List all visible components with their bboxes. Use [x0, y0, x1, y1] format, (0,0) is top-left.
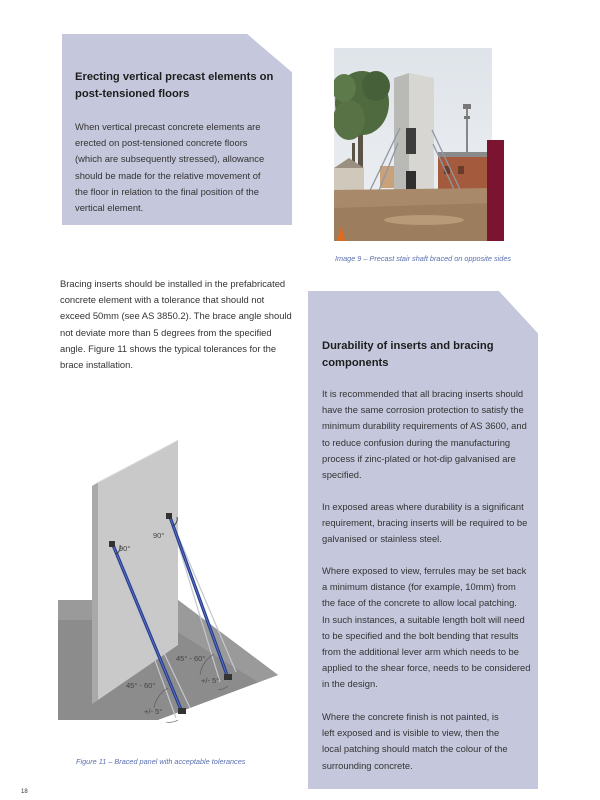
stair-shaft-photo: [334, 48, 492, 241]
page-number: 18: [21, 789, 28, 795]
durability-para-1: It is recommended that all bracing inserts should have the same corrosion protection to satisfy the minimum durability requirements of AS 3600, and to reduce confusion during the manufacturing process if zinc-plated or hot-dip galvanised are specified.: [322, 388, 527, 481]
range-label-right: 45° - 60°: [176, 654, 206, 663]
image-9-caption: Image 9 – Precast stair shaft braced on opposite sides: [335, 254, 512, 263]
braced-panel-figure: [58, 420, 288, 730]
bracing-tolerance-paragraph: Bracing inserts should be installed in the prefabricated concrete element with a tolerance that should not exceed 50mm (see AS 3850.2). The brace angle should not deviate more than 5 degrees from the specified angle. Figure 11 shows the typical tolerances for the brace installation.: [60, 278, 292, 371]
post-tensioned-heading: Erecting vertical precast elements on post-tensioned floors: [75, 71, 274, 100]
figure-11-caption: Figure 11 – Braced panel with acceptable tolerances: [76, 757, 246, 766]
post-tensioned-body: When vertical precast concrete elements are erected on post-tensioned concrete floors (which are subsequently stressed), allowance should be made for the relative movement of the floor in relation to the final position of the vertical element.: [75, 121, 265, 214]
tolerance-label-right: +/- 5°: [201, 676, 220, 685]
accent-bar: [487, 140, 504, 241]
durability-heading: Durability of inserts and bracing components: [322, 340, 494, 369]
durability-para-2: In exposed areas where durability is a significant requirement, bracing inserts will be required to be galvanised or stainless steel.: [322, 501, 528, 545]
angle-label-right: 90°: [153, 531, 165, 540]
tolerance-label-left: +/- 5°: [144, 707, 163, 716]
durability-para-3: Where exposed to view, ferrules may be set back a minimum distance (for example, 10mm) from the face of the concrete to allow local patching. In such instances, a suitable length bolt will need to be specified and the bolt bending that results from the additional lever arm which needs to be applied to the shear force, needs to be considered in the design.: [322, 565, 531, 690]
range-label-left: 45° - 60°: [126, 681, 156, 690]
durability-para-4: Where the concrete finish is not painted, is left exposed and is visible to view, then the local patching should match the colour of the surrounding concrete.: [322, 711, 508, 771]
angle-label-left: 90°: [119, 544, 131, 553]
